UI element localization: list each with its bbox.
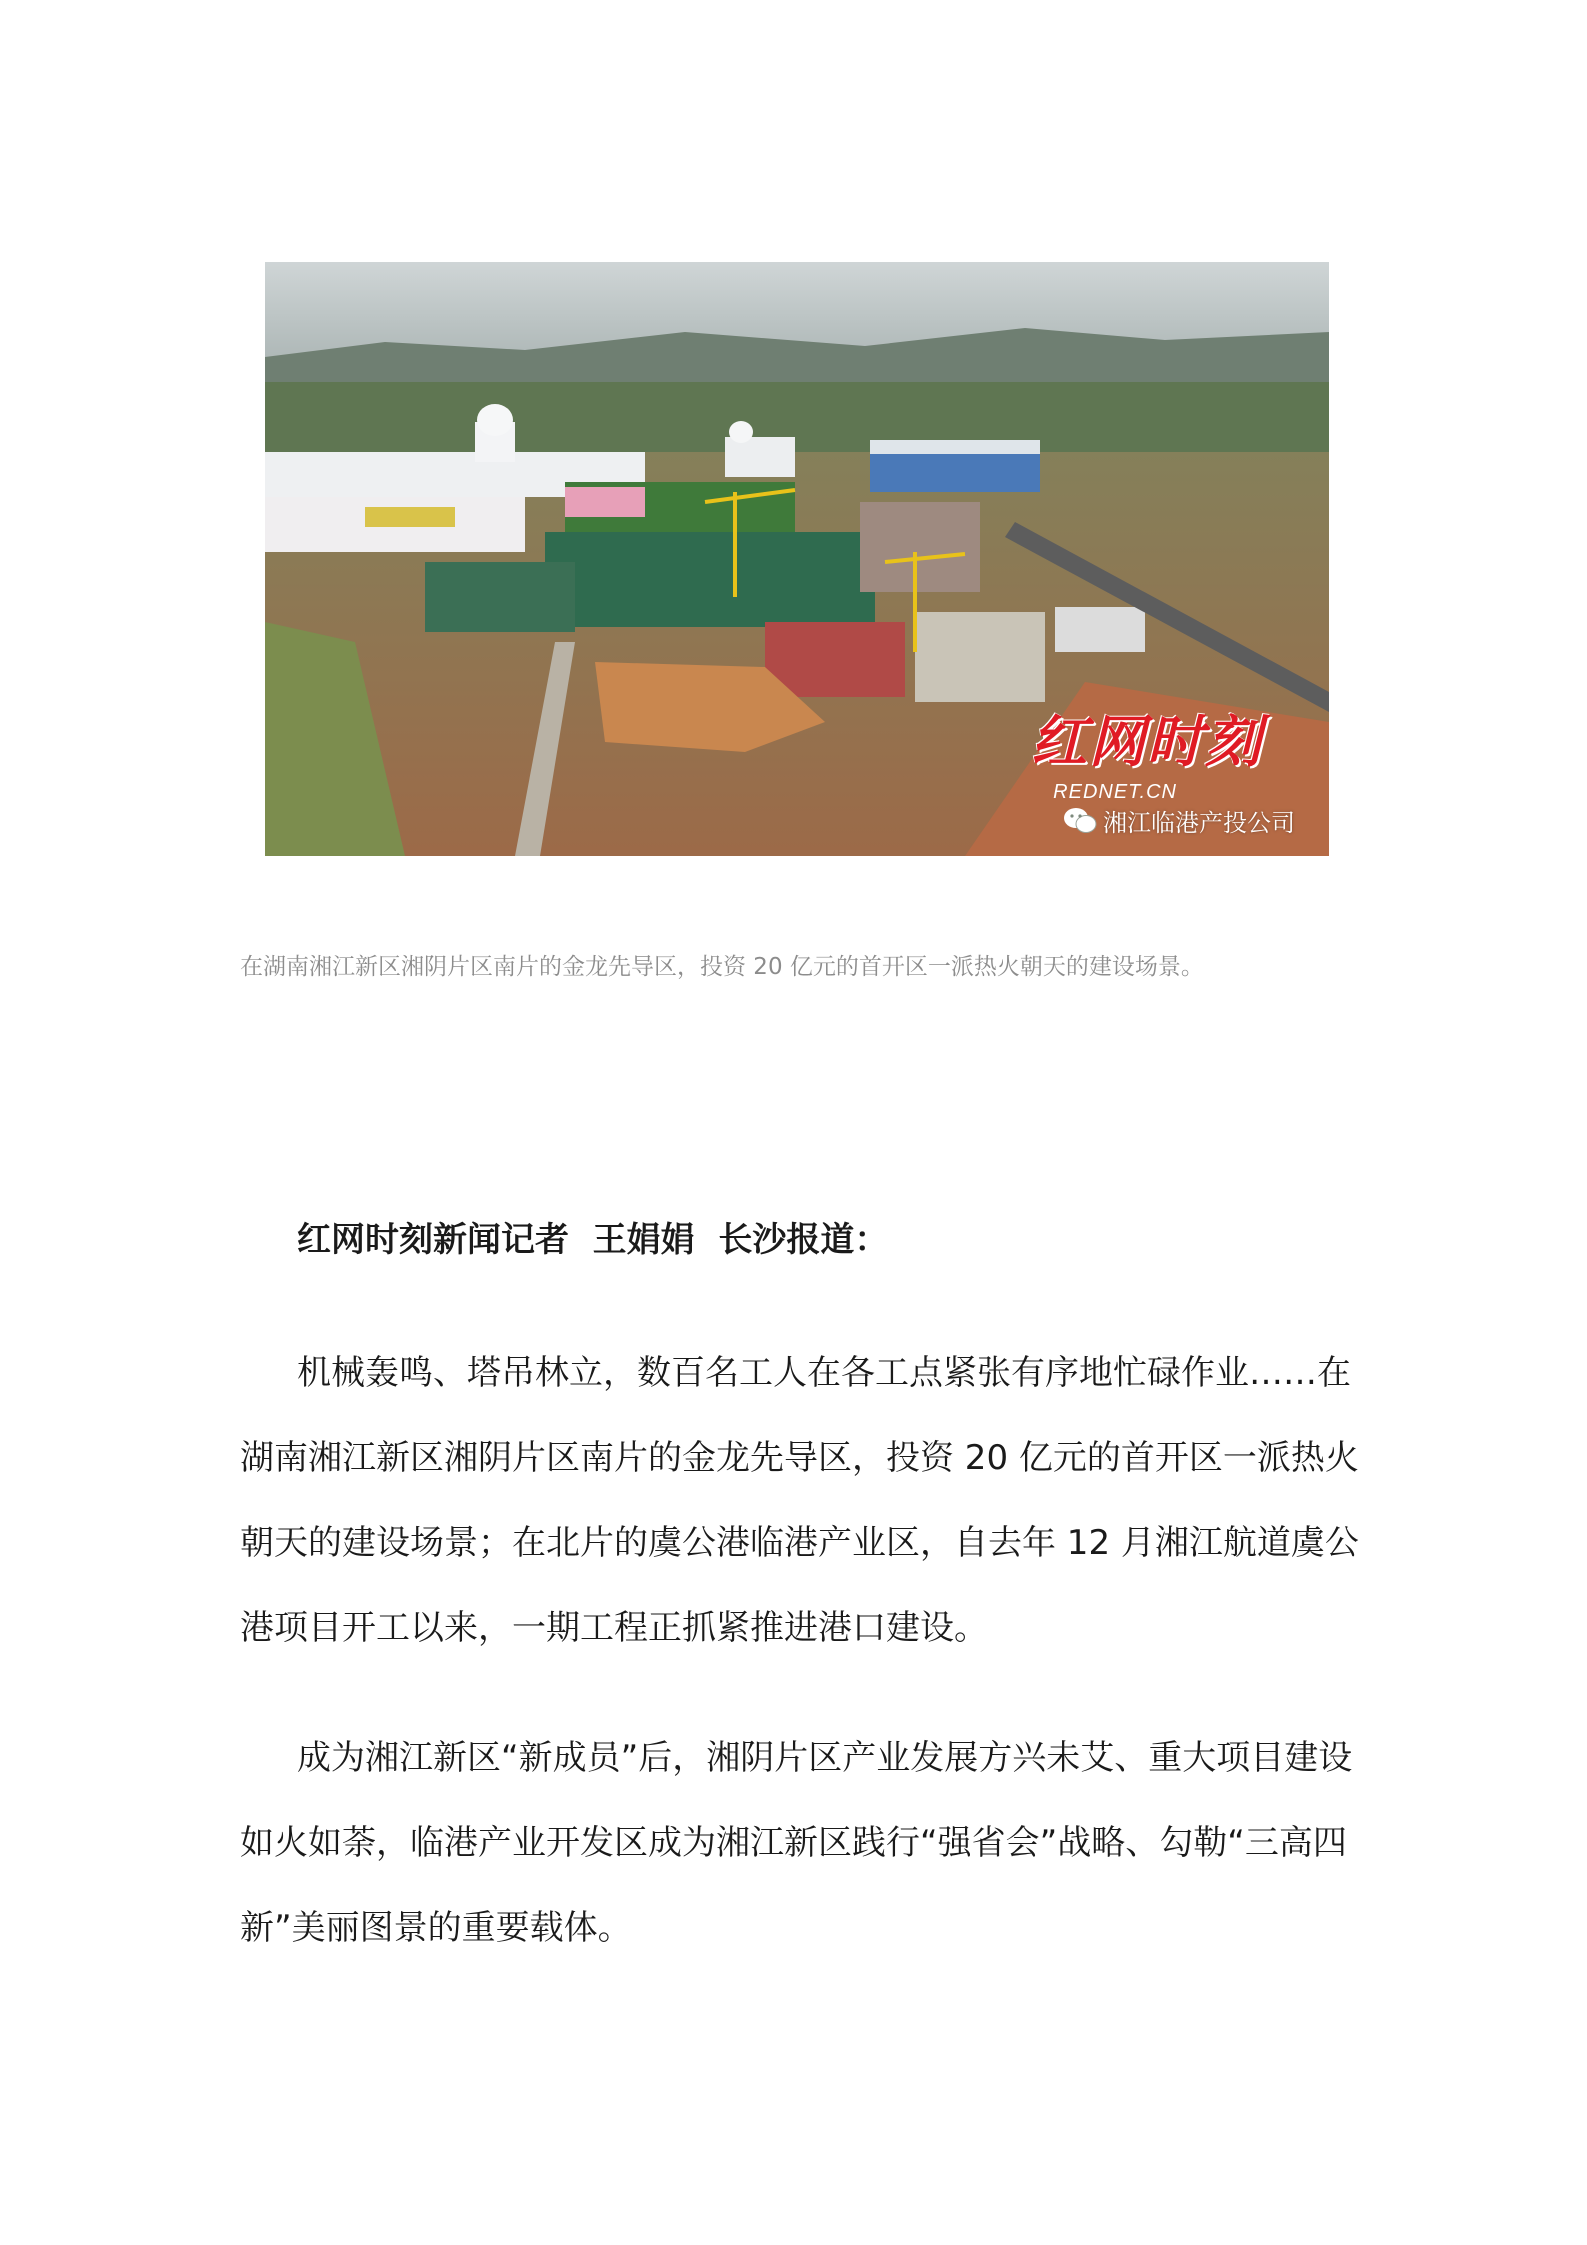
body-paragraph-1: 机械轰鸣、塔吊林立，数百名工人在各工点紧张有序地忙碌作业……在湖南湘江新区湘阴片区南片的金龙先导区，投资 20 亿元的首开区一派热火朝天的建设场景；在北片的虞公港临港产业区，自去年 12 月湘江航道虞公港项目开工以来，一期工程正抓紧推进港口建设。 bbox=[240, 1353, 1359, 1648]
watermark-account bbox=[1063, 803, 1295, 838]
photo-caption: 在湖南湘江新区湘阴片区南片的金龙先导区，投资 20 亿元的首开区一派热火朝天的建设场景。 bbox=[240, 954, 1204, 980]
byline: 红网时刻新闻记者 王娟娟 长沙报道： bbox=[297, 1220, 889, 1260]
body-paragraph-2: 成为湘江新区“新成员”后，湘阴片区产业发展方兴未艾、重大项目建设如火如荼，临港产业开发区成为湘江新区践行“强省会”战略、勾勒“三高四新”美丽图景的重要载体。 bbox=[240, 1738, 1353, 1948]
watermark-site: REDNET.CN bbox=[1053, 781, 1177, 803]
construction-site-photo bbox=[265, 262, 1329, 856]
rednet-logo-watermark: 红网时刻 bbox=[1031, 710, 1263, 775]
wechat-icon bbox=[1063, 807, 1097, 835]
watermark-account-name: 湘江临港产投公司 bbox=[1103, 809, 1295, 837]
